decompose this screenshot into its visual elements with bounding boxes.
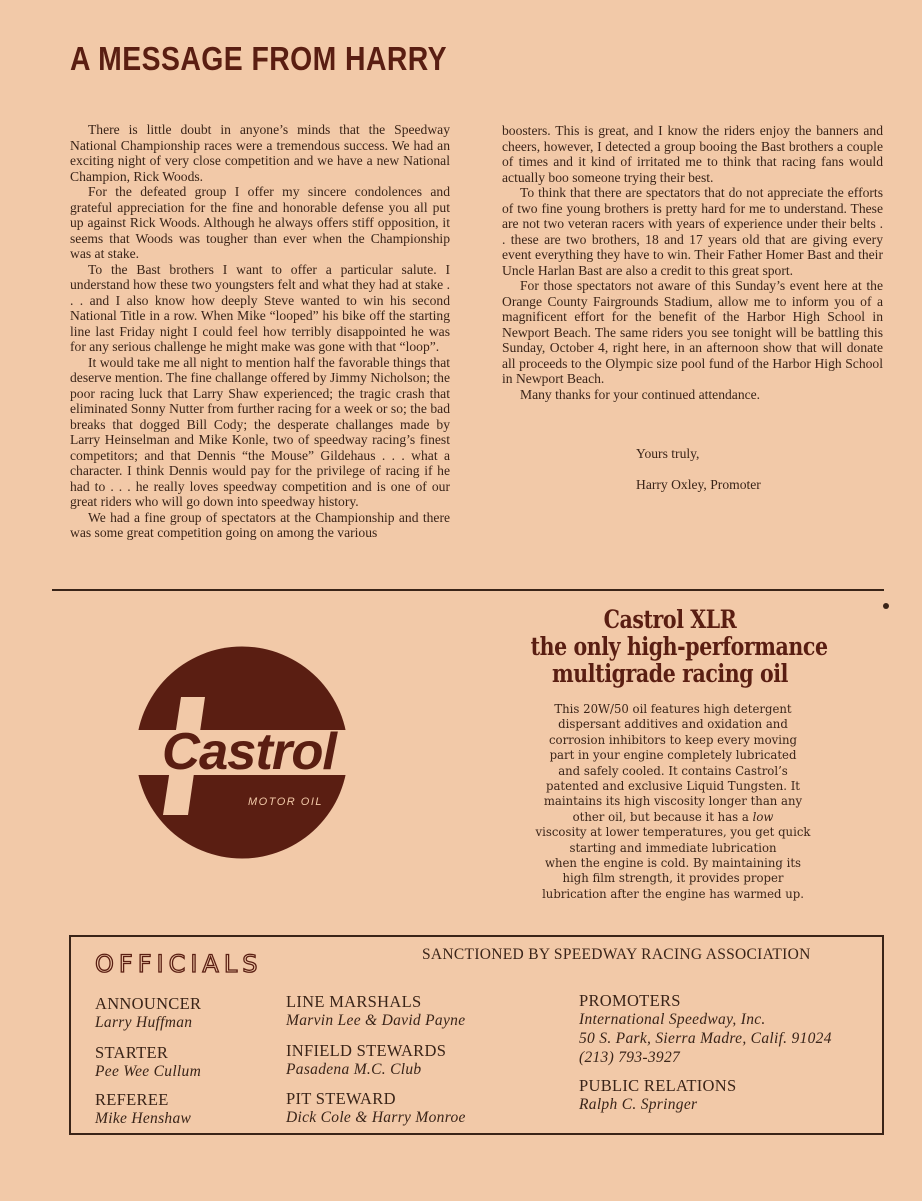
ad-body-line <box>530 810 816 825</box>
section-divider <box>52 589 884 591</box>
letter-paragraph: For the defeated group I offer my sincere condolences and grateful appreciation for the fine and honorable defense you all put up against Rick Woods. Although he always offers stiff opposition, it seems that Woods was tougher than ever when the Championship was at stake. <box>70 184 450 261</box>
official-name: Ralph C. Springer <box>579 1096 698 1113</box>
ad-headline-line: the only high-performance <box>530 632 828 661</box>
official-role: ANNOUNCER <box>95 994 202 1013</box>
letter-paragraph: It would take me all night to mention half the favorable things that deserve mention. The fine challange offered by Jimmy Nicholson; the poor racing luck that Larry Shaw experienced; the tragic crash that eliminated Sonny Nutter from further racing for a week or so; the bad breaks that dogged Bill Cody; the desperate challanges made by Larry Heinselman and Mike Konle, two of speedway racing’s finest competitors; and that Dennis “the Mouse” Gildehaus . . . what a character. I think Dennis would pay for the privilege of racing if he had to . . . he really loves speedway competition and is one of our great riders who will go down into speedway history. <box>70 354 451 509</box>
letter-closing: Yours truly, <box>636 446 700 461</box>
sanctioned-by: SANCTIONED BY SPEEDWAY RACING ASSOCIATION <box>422 946 811 963</box>
promoter-line: 50 S. Park, Sierra Madre, Calif. 91024 <box>579 1030 832 1047</box>
ad-body-text <box>530 702 816 902</box>
promoter-line: International Speedway, Inc. <box>579 1011 766 1028</box>
ad-body-line: dispersant additives and oxidation and <box>558 717 788 732</box>
ad-headline <box>500 606 840 687</box>
ad-body-line: and safely cooled. It contains Castrol’s <box>558 763 788 778</box>
official-role: LINE MARSHALS <box>286 992 422 1011</box>
official-referee <box>95 1090 191 1128</box>
ad-body-line: maintains its high viscosity longer than any <box>543 794 803 809</box>
ad-body-line: viscosity at lower temperatures, you get quick <box>535 825 811 840</box>
official-name: Pasadena M.C. Club <box>286 1061 422 1078</box>
ad-body-line: high film strength, it provides proper <box>562 871 784 886</box>
letter-paragraph: Many thanks for your continued attendance. <box>520 386 761 402</box>
official-role: PROMOTERS <box>579 991 681 1010</box>
letter-left-column <box>70 122 450 541</box>
ad-body-fragment: other oil, but because it has a <box>572 809 749 824</box>
logo-wordmark: Castrol <box>162 723 339 781</box>
ad-headline-line: Castrol XLR <box>603 605 737 634</box>
logo-subtext: MOTOR OIL <box>247 796 323 808</box>
castrol-logo <box>133 645 351 860</box>
ink-speck <box>883 603 889 609</box>
official-role: REFEREE <box>95 1090 169 1109</box>
official-name: Mike Henshaw <box>95 1110 192 1127</box>
official-role: STARTER <box>95 1043 169 1062</box>
ad-body-line: patented and exclusive Liquid Tungsten. It <box>545 779 801 794</box>
letter-paragraph: To the Bast brothers I want to offer a particular salute. I understand how these two youngsters felt and what they had at stake . . . and I also know how deeply Steve wanted to win his second National Title in a row. When Mike “looped” his bike off the starting line last Friday night I could feel how terribly disappointed he was for any serious challenge he might make was gone with that “loop”. <box>70 261 450 354</box>
page-headline: A MESSAGE FROM HARRY <box>70 40 448 77</box>
official-public-relations <box>579 1076 736 1114</box>
official-name: Pee Wee Cullum <box>95 1063 202 1080</box>
letter-right-column <box>502 123 883 402</box>
official-pit-steward <box>286 1089 466 1127</box>
official-infield-stewards <box>286 1041 446 1079</box>
official-promoters <box>579 991 832 1067</box>
promoter-line: (213) 793-3927 <box>579 1049 681 1066</box>
ad-body-line: when the engine is cold. By maintaining its <box>544 856 802 871</box>
official-role: INFIELD STEWARDS <box>286 1041 447 1060</box>
official-name: Dick Cole & Harry Monroe <box>286 1109 466 1126</box>
official-role: PIT STEWARD <box>286 1089 396 1108</box>
ad-body-line: lubrication after the engine has warmed up. <box>542 886 804 901</box>
letter-paragraph: For those spectators not aware of this Sunday’s event here at the Orange County Fairgrounds Stadium, allow me to inform you of a magnificent effort for the benefit of the Harbor High School in Newport Beach. The same riders you see tonight will be battling this Sunday, October 4, right here, in an afternoon show that will donate all proceeds to the Olympic size pool fund of the Harbor High School in Newport Beach. <box>502 278 883 386</box>
letter-paragraph: There is little doubt in anyone’s minds that the Speedway National Championship races were a tremendous success. We had an exciting night of very close competition and we have a new National Champion, Rick Woods. <box>70 122 450 184</box>
letter-paragraph: We had a fine group of spectators at the Championship and there was some great competition going on among the various <box>70 509 450 540</box>
official-starter <box>95 1043 201 1081</box>
letter-paragraph: To think that there are spectators that do not appreciate the efforts of two fine young brothers is pretty hard for me to understand. These are not two veteran racers with years of experience under their belts . . these are two brothers, 18 and 17 years old that are giving every event everything they have to win. Their Father Homer Bast and their Uncle Harlan Bast are also a credit to this great sport. <box>502 185 883 278</box>
official-role: PUBLIC RELATIONS <box>579 1076 737 1095</box>
official-line-marshals <box>286 992 465 1030</box>
ad-headline-line: multigrade racing oil <box>552 659 788 688</box>
ad-body-line: part in your engine completely lubricated <box>549 748 797 763</box>
ad-body-line: This 20W/50 oil features high detergent <box>554 702 792 716</box>
letter-paragraph: boosters. This is great, and I know the riders enjoy the banners and cheers, however, I detected a group booing the Bast brothers a couple of times and it kind of irritated me to think that racing fans would actually boo someone trying their best. <box>502 123 883 185</box>
ad-body-line: corrosion inhibitors to keep every moving <box>549 732 797 747</box>
official-announcer <box>95 994 201 1032</box>
official-name: Larry Huffman <box>95 1014 193 1031</box>
letter-signature: Harry Oxley, Promoter <box>636 477 761 492</box>
official-name: Marvin Lee & David Payne <box>286 1012 466 1029</box>
ad-body-line: starting and immediate lubrication <box>569 840 777 855</box>
ad-body-emphasis: low <box>752 809 774 824</box>
officials-title: OFFICIALS <box>95 950 263 978</box>
